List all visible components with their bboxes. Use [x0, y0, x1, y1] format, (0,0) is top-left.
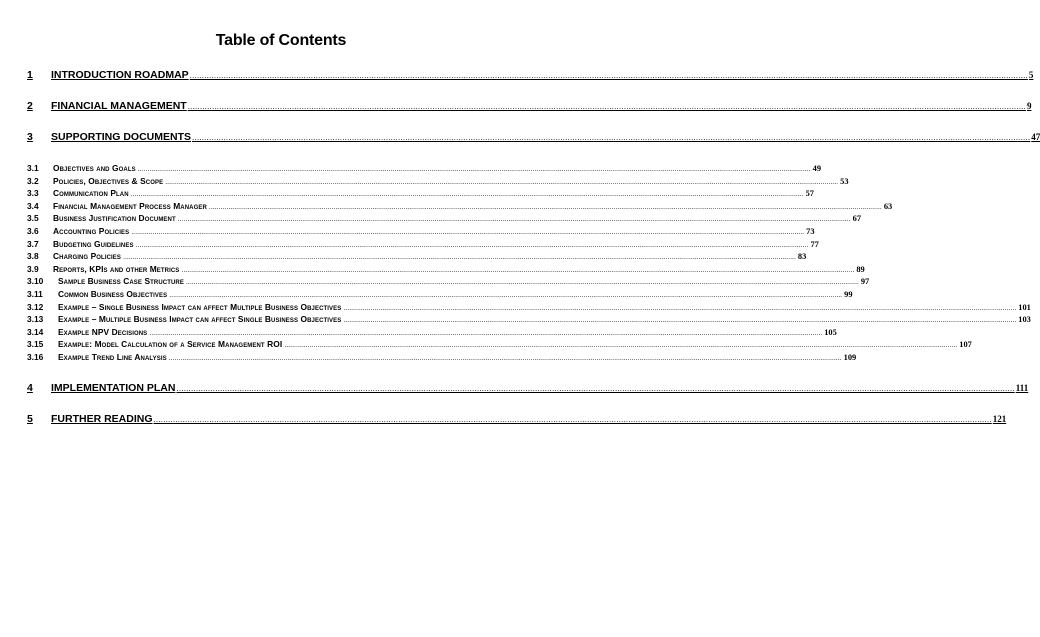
toc-entry-number: 3	[27, 131, 33, 143]
toc-entry-number: 1	[27, 69, 33, 81]
toc-subentry-number: 3.13	[27, 314, 44, 325]
toc-subentry-number: 3.4	[27, 200, 39, 211]
dot-leader: ..........................................................................................................................................................................................................................................................................................................................................................	[153, 415, 992, 424]
toc-subentry-accounting-policies[interactable]	[27, 225, 815, 239]
toc-entry-further-reading[interactable]	[27, 413, 1007, 425]
dot-leader: ..........................................................................................................................................................................................................................................................................................................................................................	[192, 133, 1031, 142]
toc-subentry-number: 3.10	[27, 276, 44, 287]
toc-subentry-page: 49	[812, 164, 821, 173]
dot-leader: ..........................................................................................................................................................................................................................................................................................................................................................	[284, 342, 958, 350]
toc-subsection-list	[27, 163, 1031, 365]
toc-subentry-example-npv-decisions[interactable]	[27, 326, 837, 340]
toc-subentry-title: Common Business Objectives	[58, 288, 168, 299]
toc-entry-implementation-plan[interactable]	[27, 382, 1029, 394]
toc-subentry-charging-policies[interactable]	[27, 251, 807, 264]
toc-entry-number: 4	[27, 382, 33, 394]
toc-subentry-example-trend-line-analysis[interactable]	[27, 351, 857, 365]
toc-entry-supporting-documents[interactable]	[27, 131, 1040, 143]
toc-subentry-business-justification-document[interactable]	[27, 213, 862, 226]
dot-leader: ..........................................................................................................................................................................................................................................................................................................................................................	[135, 241, 809, 249]
toc-subentry-title: Example – Single Business Impact can affect Multiple Business Objectives	[58, 301, 342, 312]
toc-subentry-objectives-and-goals[interactable]	[27, 163, 821, 176]
toc-subentry-example-roi-calculation[interactable]	[27, 339, 972, 352]
toc-subentry-title: Business Justification Document	[53, 213, 176, 224]
toc-subentry-title: Financial Management Process Manager	[53, 200, 207, 211]
toc-subentry-title: Policies, Objectives & Scope	[53, 175, 164, 186]
toc-subentry-number: 3.6	[27, 225, 39, 236]
toc-subentry-page: 99	[844, 289, 853, 299]
toc-subentry-title: Accounting Policies	[53, 225, 130, 236]
toc-subentry-sample-business-case-structure[interactable]	[27, 276, 870, 289]
toc-entry-title: FINANCIAL MANAGEMENT	[51, 100, 187, 112]
toc-subentry-example-multiple-impact[interactable]	[27, 314, 1031, 327]
dot-leader: ..........................................................................................................................................................................................................................................................................................................................................................	[187, 102, 1026, 111]
toc-subentry-number: 3.16	[27, 351, 44, 362]
dot-leader: ..........................................................................................................................................................................................................................................................................................................................................................	[343, 317, 1017, 325]
toc-subentry-communication-plan[interactable]	[27, 188, 814, 201]
dot-leader: ..........................................................................................................................................................................................................................................................................................................................................................	[343, 304, 1017, 312]
dot-leader: ..........................................................................................................................................................................................................................................................................................................................................................	[123, 254, 796, 262]
dot-leader: ..........................................................................................................................................................................................................................................................................................................................................................	[208, 203, 882, 211]
toc-entry-title: FURTHER READING	[51, 413, 153, 425]
dot-leader: ..........................................................................................................................................................................................................................................................................................................................................................	[176, 384, 1015, 393]
toc-subentry-page: 53	[840, 176, 849, 186]
toc-subentry-title: Communication Plan	[53, 188, 129, 199]
toc-entry-page: 121	[992, 414, 1007, 424]
toc-subentry-title: Objectives and Goals	[53, 163, 136, 173]
toc-subentry-page: 107	[959, 340, 972, 350]
dot-leader: ..........................................................................................................................................................................................................................................................................................................................................................	[177, 216, 851, 224]
dot-leader: ..........................................................................................................................................................................................................................................................................................................................................................	[185, 279, 859, 287]
toc-subentry-number: 3.8	[27, 251, 39, 262]
dot-leader: ..........................................................................................................................................................................................................................................................................................................................................................	[137, 166, 811, 173]
toc-subentry-number: 3.14	[27, 326, 44, 337]
toc-subentry-page: 83	[797, 252, 807, 262]
toc-subentry-title: Example: Model Calculation of a Service Management ROI	[58, 339, 283, 350]
toc-entry-page: 9	[1026, 101, 1032, 111]
toc-entry-title: SUPPORTING DOCUMENTS	[51, 131, 192, 143]
dot-leader: ..........................................................................................................................................................................................................................................................................................................................................................	[130, 191, 804, 199]
toc-subentry-number: 3.5	[27, 213, 39, 224]
page-title: Table of Contents	[215, 32, 347, 49]
toc-entry-page: 47	[1031, 132, 1040, 142]
toc-subentry-page: 103	[1018, 315, 1031, 325]
toc-subentry-financial-management-process-manager[interactable]	[27, 200, 893, 214]
toc-entry-title: IMPLEMENTATION PLAN	[51, 382, 176, 394]
dot-leader: ..........................................................................................................................................................................................................................................................................................................................................................	[181, 266, 855, 274]
toc-entry-financial-management[interactable]	[27, 100, 1032, 112]
toc-entry-title: INTRODUCTION ROADMAP	[51, 69, 189, 81]
dot-leader: ..........................................................................................................................................................................................................................................................................................................................................................	[168, 354, 842, 362]
toc-subentry-reports-kpis-metrics[interactable]	[27, 263, 865, 277]
toc-subentry-common-business-objectives[interactable]	[27, 288, 853, 302]
toc-subentry-number: 3.7	[27, 238, 39, 249]
toc-entry-page: 111	[1015, 383, 1029, 393]
toc-subentry-number: 3.15	[27, 339, 44, 350]
toc-subentry-title: Example – Multiple Business Impact can affect Single Business Objectives	[58, 314, 342, 325]
dot-leader: ..........................................................................................................................................................................................................................................................................................................................................................	[131, 228, 805, 236]
toc-subentry-title: Charging Policies	[53, 251, 121, 262]
toc-subentry-page: 73	[806, 226, 815, 236]
toc-subentry-page: 77	[810, 239, 819, 249]
toc-subentry-number: 3.1	[27, 163, 39, 173]
toc-subentry-title: Example NPV Decisions	[58, 326, 148, 337]
toc-entry-introduction-roadmap[interactable]	[27, 69, 1034, 81]
toc-subentry-page: 105	[824, 327, 837, 337]
toc-subentry-title: Budgeting Guidelines	[53, 238, 134, 249]
toc-subentry-budgeting-guidelines[interactable]	[27, 238, 819, 252]
toc-subentry-page: 97	[860, 277, 870, 287]
toc-subentry-title: Sample Business Case Structure	[58, 276, 184, 287]
toc-subentry-policies-objectives-scope[interactable]	[27, 175, 849, 189]
toc-subentry-number: 3.3	[27, 188, 39, 199]
toc-subentry-page: 57	[805, 189, 814, 199]
dot-leader: ..........................................................................................................................................................................................................................................................................................................................................................	[189, 71, 1028, 80]
toc-entry-number: 2	[27, 100, 33, 112]
dot-leader: ..........................................................................................................................................................................................................................................................................................................................................................	[169, 291, 843, 299]
toc-subentry-title: Example Trend Line Analysis	[58, 351, 167, 362]
toc-subentry-page: 63	[883, 201, 893, 211]
dot-leader: ..........................................................................................................................................................................................................................................................................................................................................................	[165, 178, 839, 186]
toc-subentry-page: 67	[852, 214, 862, 224]
toc-entry-number: 5	[27, 413, 33, 425]
toc-subentry-page: 89	[856, 264, 865, 274]
toc-subentry-example-single-impact[interactable]	[27, 301, 1031, 315]
toc-subentry-number: 3.2	[27, 175, 39, 186]
toc-entry-page: 5	[1028, 70, 1034, 80]
toc-subentry-page: 109	[843, 352, 857, 362]
dot-leader: ..........................................................................................................................................................................................................................................................................................................................................................	[149, 329, 823, 337]
toc-subentry-page: 101	[1018, 302, 1031, 312]
toc-subentry-number: 3.11	[27, 288, 43, 299]
toc-subentry-number: 3.9	[27, 263, 39, 274]
toc-subentry-number: 3.12	[27, 301, 44, 312]
toc-subentry-title: Reports, KPIs and other Metrics	[53, 263, 180, 274]
